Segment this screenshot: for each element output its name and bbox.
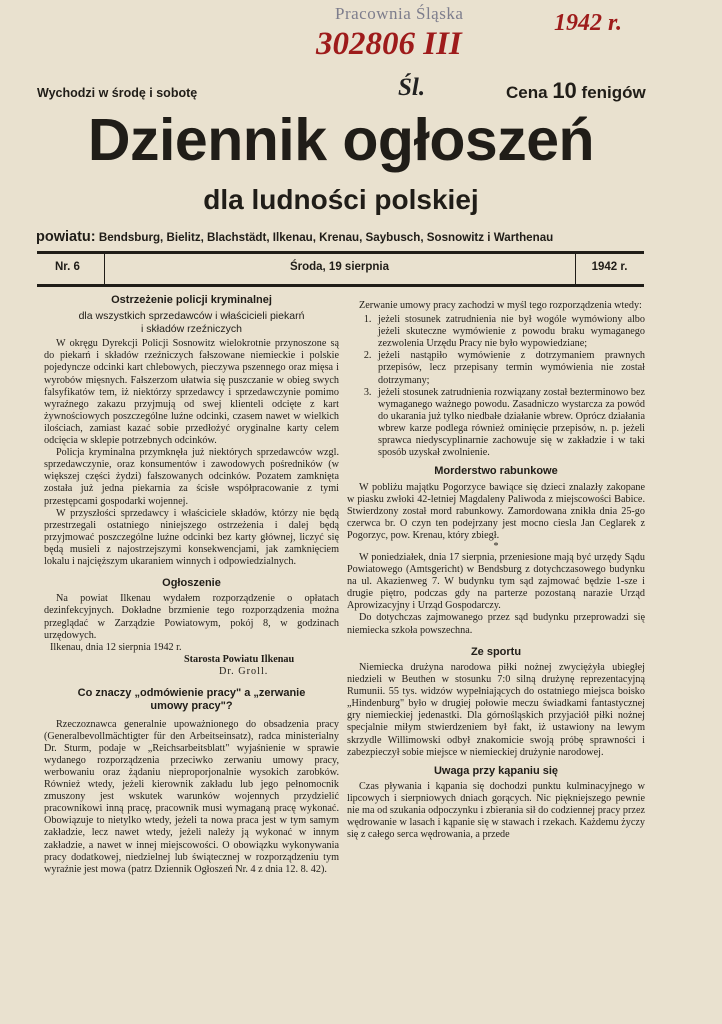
article-subtitle-line: dla wszystkich sprzedawców i właścicieli piekarń [78,310,305,323]
year-note: 1942 r. [554,10,623,36]
issue-number: Nr. 6 [55,261,80,273]
article-paragraph: Zerwanie umowy pracy zachodzi w myśl tego rozporządzenia wtedy: [359,300,642,311]
signer-title: Starosta Powiatu Ilkenau [184,653,295,665]
article-paragraph: W przyszłości sprzedawcy i właściciele składów, którzy nie będą przestrzegali ostatniego niniejszego ostrzeżenia i dalej będą przyjmować poszczególne luźne odcinki bez karty głównej, liczyć się będą musieli z najostrzejszymi konsekwencjami, jak zamknięciem lokalu i najcięższym ukaraniem winnych i odpowiedzialnych. [44,507,339,567]
article-title: Morderstwo rabunkowe [434,465,558,478]
separator-asterisk: * [493,540,499,552]
column-right [347,292,645,841]
article-paragraph: Policja kryminalna przymknęła już niektórych sprzedawców wzgl. sprzedawczynie, oraz konsumentów i zawodowych pośredników (w większej części żydzi) fałszowanych odcinków. Pozatem zamknięta została już jedna piekarnia za ścisłe współpracowanie z tymi przestępcami gospodarki wojennej. [44,447,339,507]
article-title: Uwaga przy kąpaniu się [433,764,559,777]
article-title-line: Co znaczy „odmówienie pracy" a „zerwanie [77,687,306,700]
column-left [44,292,339,876]
price-value: 10 [552,78,577,103]
article-title: Ze sportu [470,645,522,658]
article-paragraph: W okręgu Dyrekcji Policji Sosnowitz wielokrotnie przynoszone są do piekarń i składów rzeźniczych fałszowane niemieckie i polskie pojedyncze odcinki kart chlebowych, pieczywa pszennego oraz mięsa i wyrobów mięsnych. Fałszerzom ułatwia się puszczanie w obieg swych falsyfikatów tem, iż niektórzy sprzedawcy i sprzedawczynie pomimo wyraźnego zakazu przyjmują od swej klienteli odcięte z kart żywnościowych poszczególne luźne odcinki, czasem nawet w wielkich ilościach, zamiast kazać sobie przedłożyć oryginalne karty celem odcięcia w sklepie potrzebnych odcinków. [44,338,339,447]
issue-days: Wychodzi w środę i sobotę [37,86,198,100]
price-unit: fenigów [581,83,646,102]
article-paragraph: Czas pływania i kąpania się dochodzi punktu kulminacyjnego w lipcowych i sierpniowych dniach gorących. Nic piękniejszego pewnie nie ma od szukania odpoczynku i zbierania sił do codziennej pracy przez wędrowanie w lasach i kąpanie się w stawach i rzekach. Każdemu życzy się z całego serca wędrowania, a przede [347,780,645,841]
masthead-title: Dziennik ogłoszeń [87,107,595,173]
article-subtitle-line: i składów rzeźniczych [141,323,242,336]
article-paragraph: Niemiecka drużyna narodowa piłki nożnej zwyciężyła ubiegłej niedzieli w Beuthen w stosunku 7:0 silną drużynę reprezentacyjną Rumunii. 55 tys. widzów wypełniających do ostatniego miejsca boisko „Hindenburg" było w drugiej połowie meczu świadkami fantastycznej gry niemieckiej jedenastki. Dla górnośląskich przyjaciół piłki nożnej specjalnie miłym stwierdzeniem był fakt, iż ustawiony na lewym skrzydle Willimowski odbył znakomicie swoją próbę sprawności i zabezpieczył sobie miejsce w niemieckiej drużynie narodowej. [347,661,645,758]
place-date: Ilkenau, dnia 12 sierpnia 1942 r. [50,641,182,653]
catalog-code: 302806 III [316,26,462,62]
price-prefix: Cena [506,83,548,102]
article-title: Ogłoszenie [162,577,221,590]
list-item: 2. jeżeli nastąpiło wymówienie z dotrzymaniem prawnych przepisów, lecz przepisany termin wymówienia nie został dotrzymany; [374,350,645,386]
conditions-list [347,314,645,459]
masthead-subtitle: dla ludności polskiej [203,184,479,215]
article-paragraph: W poniedziałek, dnia 17 sierpnia, przeniesione mają być urzędy Sądu Powiatowego (Amtsgericht) w Bendsburg z dotychczasowego budynku na ul. Akazienweg 7. W budynku tym sąd zajmować będzie 1-sze i drugie piętro, podczas gdy na parterze pozostaną narazie Urząd Aprowizacyjny i Urząd Gospodarczy. [347,551,645,612]
article-paragraph: W pobliżu majątku Pogorzyce bawiące się dzieci znalazły zakopane w piasku zwłoki 42-letniej Magdaleny Paliwoda z miejscowości Babice. Stwierdzony został mord rabunkowy. Zamordowana znikła dnia 25-go czerwca br. O czyn ten podejrzany jest mocno ciesla Jan Ceglarek z Pogorzyc, pow. Krenau, który zbiegł. [347,481,645,541]
districts-lead: powiatu: [36,229,96,245]
list-item: 3. jeżeli stosunek zatrudnienia rozwiązany został bezterminowo bez wymaganego ważnego powodu. Zasadniczo wystarcza za powód do ukarania już tylko niedbałe działanie wbrew. Oprócz działania wbrew karze podlega również ominięcie przepisów, n. p. jeżeli sprawca niedyscyplinarnie zachowuje się w zakładzie i w taki sposób uzyskał zwolnienie. [374,387,645,460]
signature-block [44,642,339,678]
signer-name: Dr. Groll. [219,665,269,677]
issue-info-bar [37,251,644,287]
region-mark: Śl. [398,74,426,101]
districts-line [36,229,646,245]
article-paragraph: Rzeczoznawca generalnie upoważnionego do obsadzenia pracy (Generalbevollmächtigter für den Arbeitseinsatz), radca ministerialny Dr. Sturm, podaje w „Reichsarbeitsblatt" wyjaśnienie w sprawie wydanego rozporządzenia przeciwko zerwaniu umowy pracy, werbowaniu oraz żądaniu nieproporjonalnie wysokich zarobków. Również wtedy, jeżeli kierownik zakładu lub jego pełnomocnik zmuszony jest wskutek warunków wojennych przydzielić pracownikowi inną pracę, pracownik musi wymaganą pracę wykonać. Obowiązuje to nietylko wtedy, jeżeli ta nowa praca jest w tym samym zakładzie, lecz nawet wtedy, jeżeli należy ją wykonać w innym zakładzie, a nawet w innej miejscowości. O obowiązku wykonywania pracy dodatkowej, niedzielnej lub świątecznej w rozporządzeniu tym wyraźnie jest mowa (patrz Dziennik Ogłoszeń Nr. 4 z dnia 12. 8. 42). [44,718,339,875]
archive-stamp: Pracownia Śląska [335,4,464,23]
article-paragraph: Na powiat Ilkenau wydałem rozporządzenie o opłatach dezinfekcyjnych. Dokładne brzmienie tego rozporządzenia można przeglądać w Zarządzie Powiatowym, pokój 8, w godzinach urzędowych. [44,593,339,641]
list-item: 1. jeżeli stosunek zatrudnienia nie był wogóle wymówiony albo jeżeli skuteczne wymówienie z powodu braku wymaganego zezwolenia Urzędu Pracy nie było wypowiedziane; [374,314,645,350]
price [506,78,646,104]
article-subtitle [44,310,339,336]
issue-year: 1942 r. [591,261,628,273]
article-title-line: umowy pracy"? [150,700,233,713]
article-paragraph: Do dotychczas zajmowanego przez sąd budynku przeprowadzi się niemiecka szkoła powszechna. [347,612,645,636]
article-title: Ostrzeżenie policji kryminalnej [111,294,272,306]
issue-date: Środa, 19 sierpnia [289,261,390,273]
article-title [44,687,339,714]
districts-list: Bendsburg, Bielitz, Blachstädt, Ilkenau, Krenau, Saybusch, Sosnowitz i Warthenau [98,231,554,244]
